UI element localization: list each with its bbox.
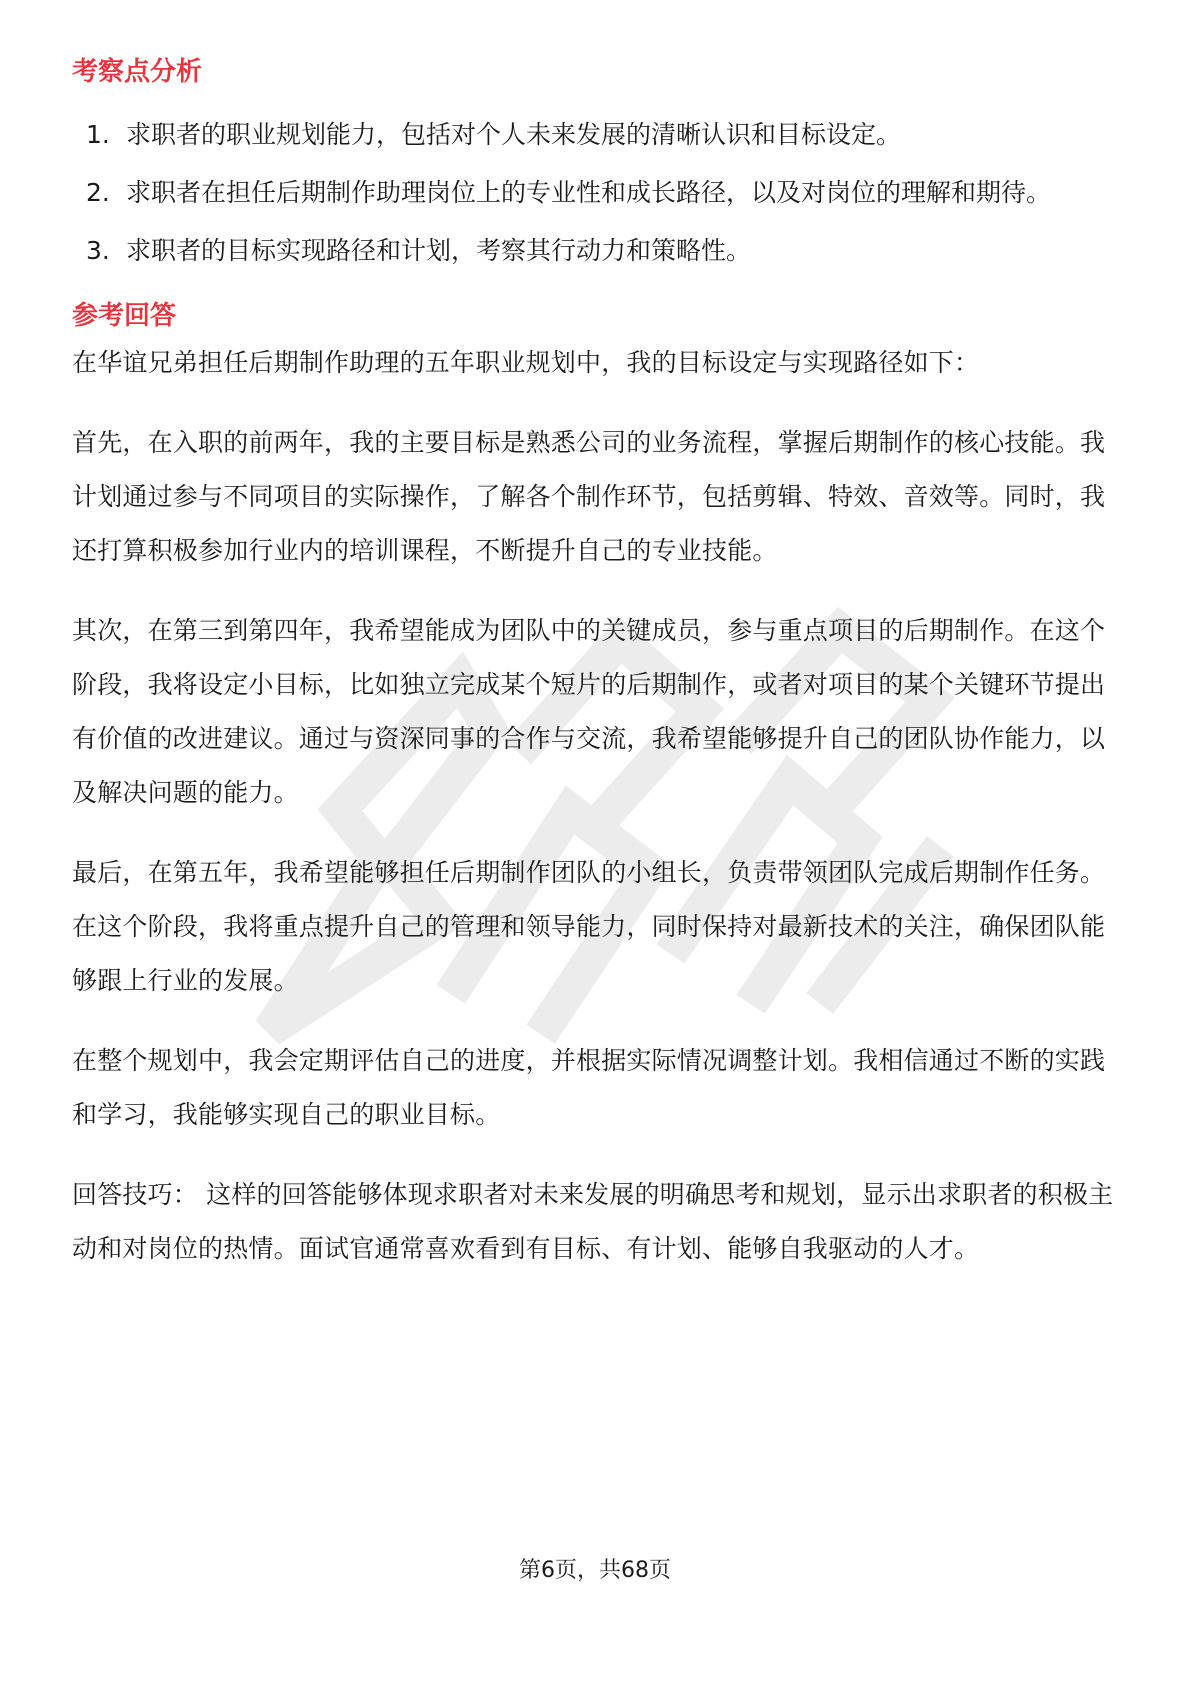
list-text: 求职者在担任后期制作助理岗位上的专业性和成长路径，以及对岗位的理解和期待。 xyxy=(126,178,1052,207)
list-text: 求职者的目标实现路径和计划，考察其行动力和策略性。 xyxy=(126,236,752,265)
list-item xyxy=(72,224,1122,278)
document-content xyxy=(72,48,1122,1302)
answer-paragraph: 最后，在第五年，我希望能够担任后期制作团队的小组长，负责带领团队完成后期制作任务。在这个阶段，我将重点提升自己的管理和领导能力，同时保持对最新技术的关注，确保团队能够跟上行业的发展。 xyxy=(72,858,1106,995)
answer-paragraph: 在华谊兄弟担任后期制作助理的五年职业规划中，我的目标设定与实现路径如下： xyxy=(72,348,980,377)
page-number: 第6页，共68页 xyxy=(519,1558,671,1583)
list-item xyxy=(72,166,1122,220)
list-number: 1. xyxy=(86,120,110,149)
answer-paragraph: 首先，在入职的前两年，我的主要目标是熟悉公司的业务流程，掌握后期制作的核心技能。我计划通过参与不同项目的实际操作，了解各个制作环节，包括剪辑、特效、音效等。同时，我还打算积极参加行业内的培训课程，不断提升自己的专业技能。 xyxy=(72,428,1106,565)
answer-paragraph: 在整个规划中，我会定期评估自己的进度，并根据实际情况调整计划。我相信通过不断的实践和学习，我能够实现自己的职业目标。 xyxy=(72,1046,1106,1129)
list-number: 2. xyxy=(86,178,110,207)
answer-heading: 参考回答 xyxy=(72,301,177,331)
answer-paragraph: 其次，在第三到第四年，我希望能成为团队中的关键成员，参与重点项目的后期制作。在这个阶段，我将设定小目标，比如独立完成某个短片的后期制作，或者对项目的某个关键环节提出有价值的改进建议。通过与资深同事的合作与交流，我希望能够提升自己的团队协作能力，以及解决问题的能力。 xyxy=(72,616,1106,807)
analysis-list xyxy=(72,108,1122,278)
list-number: 3. xyxy=(86,236,110,265)
list-item xyxy=(72,108,1122,162)
analysis-heading: 考察点分析 xyxy=(72,57,203,87)
answer-tips-paragraph: 回答技巧： 这样的回答能够体现求职者对未来发展的明确思考和规划，显示出求职者的积极主动和对岗位的热情。面试官通常喜欢看到有目标、有计划、能够自我驱动的人才。 xyxy=(72,1180,1114,1263)
list-text: 求职者的职业规划能力，包括对个人未来发展的清晰认识和目标设定。 xyxy=(126,120,902,149)
